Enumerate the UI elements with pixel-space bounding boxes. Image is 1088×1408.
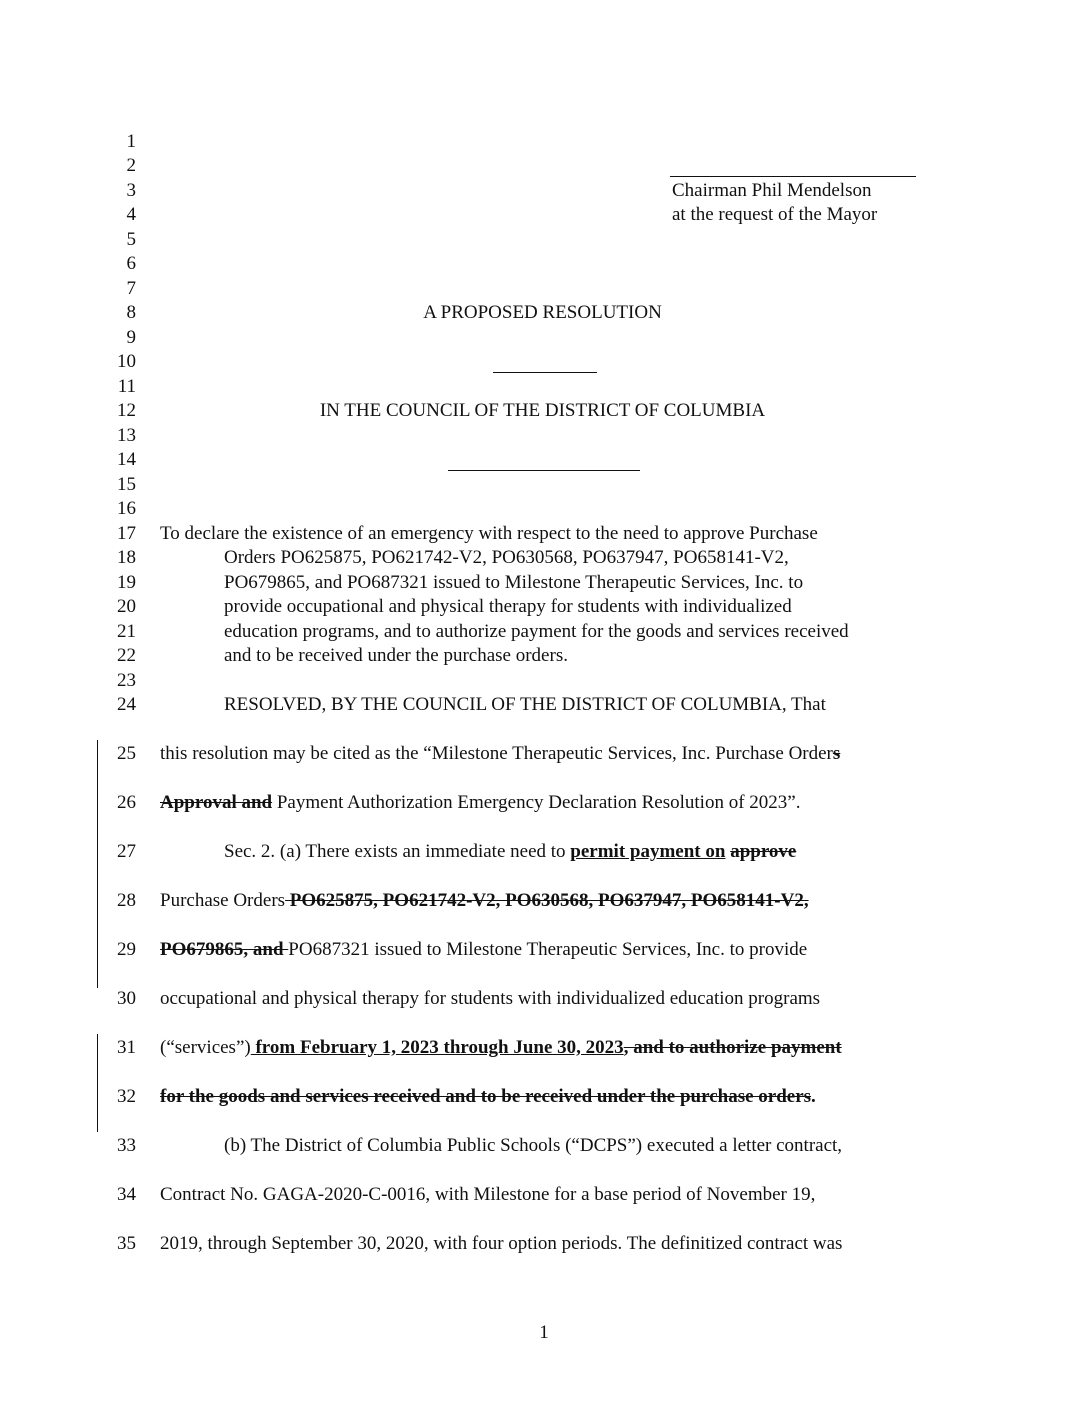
deleted-text: PO679865, and xyxy=(160,939,289,960)
line-number: 12 xyxy=(117,400,136,421)
line-number: 11 xyxy=(117,376,136,397)
text-run: PO687321 issued to Milestone Therapeutic Services, Inc. to provide xyxy=(288,939,808,960)
long-title-line: Orders PO625875, PO621742-V2, PO630568, PO637947, PO658141-V2, xyxy=(224,547,789,568)
deleted-text: , and to authorize payment xyxy=(623,1037,842,1058)
body-line xyxy=(160,939,807,961)
line-number: 25 xyxy=(117,743,136,764)
line-number: 22 xyxy=(117,645,136,666)
inserted-text: from February 1, 2023 through June 30, 2023 xyxy=(250,1037,624,1058)
long-title-line: provide occupational and physical therapy for students with individualized xyxy=(224,596,792,617)
line-number: 35 xyxy=(117,1233,136,1254)
text-run: . xyxy=(811,1086,816,1107)
sponsor-request: at the request of the Mayor xyxy=(672,204,878,225)
line-number: 15 xyxy=(117,474,136,495)
line-number: 18 xyxy=(117,547,136,568)
line-number: 9 xyxy=(126,327,136,348)
line-number: 6 xyxy=(126,253,136,274)
line-number: 29 xyxy=(117,939,136,960)
line-number: 14 xyxy=(117,449,136,470)
line-number: 8 xyxy=(126,302,136,323)
change-bar xyxy=(97,1034,98,1132)
long-title-line: To declare the existence of an emergency with respect to the need to approve Purchase xyxy=(160,523,818,544)
line-number: 26 xyxy=(117,792,136,813)
deleted-text: s xyxy=(832,743,841,764)
council-rule xyxy=(448,470,640,471)
line-number: 3 xyxy=(126,180,136,201)
signature-line xyxy=(670,176,916,177)
line-number: 5 xyxy=(126,229,136,250)
title-rule xyxy=(493,372,597,373)
body-line xyxy=(160,1037,842,1059)
text-run: Purchase Orders xyxy=(160,890,286,911)
body-line xyxy=(160,890,809,912)
body-line: occupational and physical therapy for students with individualized education programs xyxy=(160,988,821,1009)
line-number: 34 xyxy=(117,1184,136,1205)
body-line: Contract No. GAGA-2020-C-0016, with Milestone for a base period of November 19, xyxy=(160,1184,816,1205)
text-run: (“services”) xyxy=(160,1037,251,1058)
sponsor-name: Chairman Phil Mendelson xyxy=(672,180,872,201)
long-title-line: PO679865, and PO687321 issued to Milestone Therapeutic Services, Inc. to xyxy=(224,572,804,593)
text-run: Sec. 2. (a) There exists an immediate need to xyxy=(224,841,571,862)
deleted-text: for the goods and services received and to be received under the purchase orders xyxy=(160,1086,812,1107)
document-title: A PROPOSED RESOLUTION xyxy=(423,302,662,323)
line-number: 13 xyxy=(117,425,136,446)
body-line: RESOLVED, BY THE COUNCIL OF THE DISTRICT OF COLUMBIA, That xyxy=(224,694,826,715)
line-number: 21 xyxy=(117,621,136,642)
deleted-text: PO625875, PO621742-V2, PO630568, PO637947, PO658141-V2, xyxy=(285,890,809,911)
text-run: Payment Authorization Emergency Declaration Resolution of 2023”. xyxy=(272,792,801,813)
deleted-text: Approval and xyxy=(160,792,273,813)
inserted-text: permit payment on xyxy=(570,841,726,862)
long-title-line: and to be received under the purchase orders. xyxy=(224,645,568,666)
text-run: this resolution may be cited as the “Milestone Therapeutic Services, Inc. Purchase Order xyxy=(160,743,833,764)
line-number: 32 xyxy=(117,1086,136,1107)
body-line: 2019, through September 30, 2020, with four option periods. The definitized contract was xyxy=(160,1233,843,1254)
body-line: (b) The District of Columbia Public Schools (“DCPS”) executed a letter contract, xyxy=(224,1135,843,1156)
line-number: 30 xyxy=(117,988,136,1009)
body-line xyxy=(224,841,796,863)
long-title-line: education programs, and to authorize payment for the goods and services received xyxy=(224,621,849,642)
page-number: 1 xyxy=(539,1322,549,1343)
council-heading: IN THE COUNCIL OF THE DISTRICT OF COLUMBIA xyxy=(319,400,766,421)
line-number: 16 xyxy=(117,498,136,519)
line-number: 20 xyxy=(117,596,136,617)
line-number: 2 xyxy=(126,155,136,176)
deleted-text: approve xyxy=(730,841,797,862)
line-number: 4 xyxy=(126,204,136,225)
line-number: 1 xyxy=(126,131,136,152)
line-number: 24 xyxy=(117,694,136,715)
line-number: 23 xyxy=(117,670,136,691)
line-number: 27 xyxy=(117,841,136,862)
line-number: 17 xyxy=(117,523,136,544)
line-number: 28 xyxy=(117,890,136,911)
line-number: 19 xyxy=(117,572,136,593)
body-line xyxy=(160,1086,816,1108)
body-line xyxy=(160,743,840,765)
line-number: 33 xyxy=(117,1135,136,1156)
line-number: 10 xyxy=(117,351,136,372)
body-line xyxy=(160,792,800,814)
line-number: 31 xyxy=(117,1037,136,1058)
change-bar xyxy=(97,740,98,988)
line-number: 7 xyxy=(126,278,136,299)
